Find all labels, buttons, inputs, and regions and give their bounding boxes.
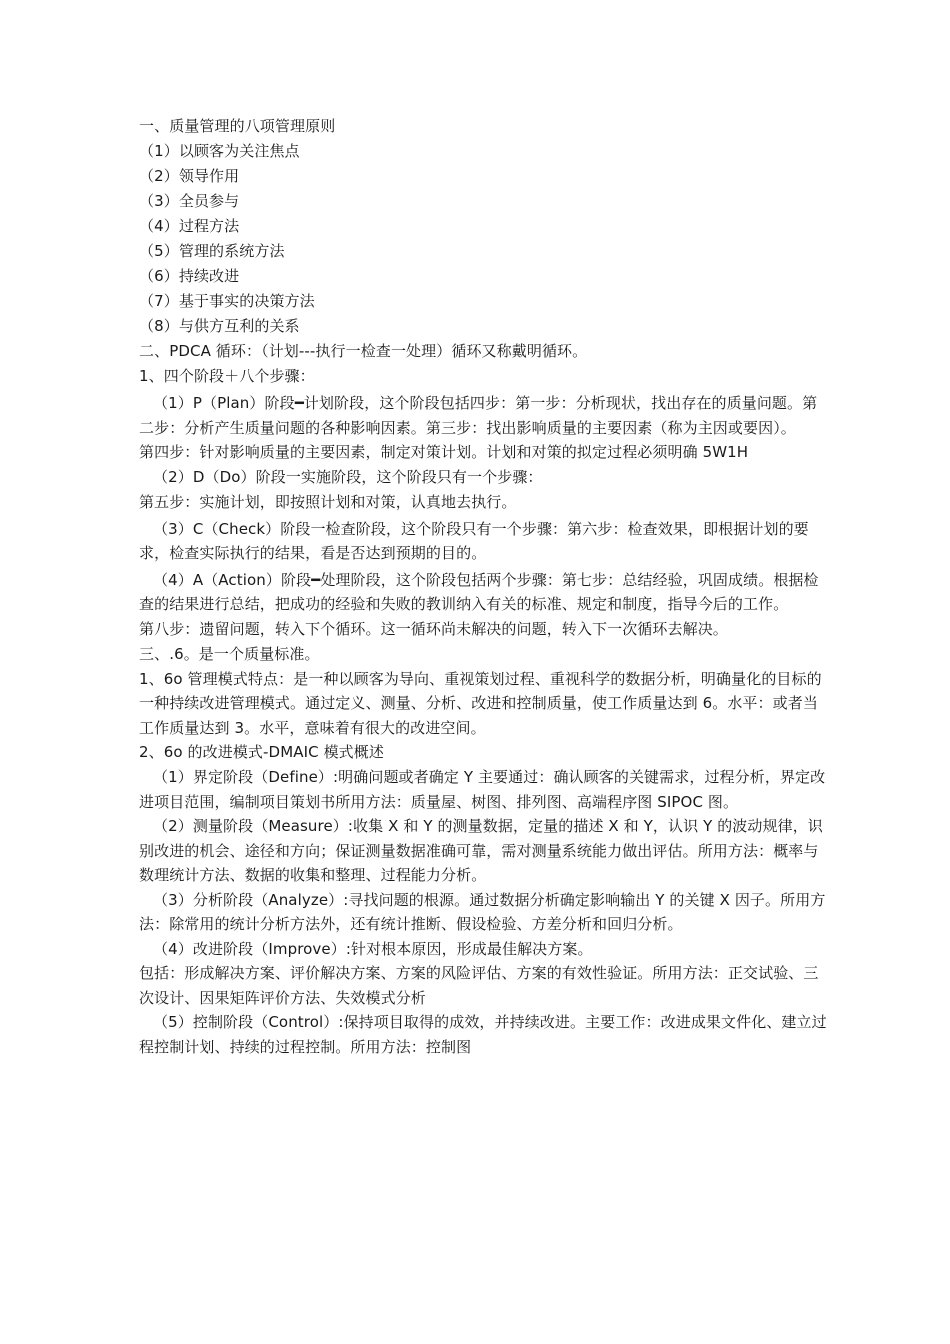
principle-item: （2）领导作用 [139,167,240,185]
section3-heading: 三、.6。是一个质量标准。 [139,644,320,663]
six-sigma-features-paragraph: 1、6o 管理模式特点：是一种以顾客为导向、重视策划过程、重视科学的数据分析，明确量化的目标的一种持续改进管理模式。通过定义、测量、分析、改进和控制质量，使工作质量达到 6。水平：或者当工作质量达到 3。水平，意味着有很大的改进空间。 [139,669,822,737]
principle-item: （8）与供方互利的关系 [139,317,300,335]
document-body [139,114,829,1059]
principle-item: （7）基于事实的决策方法 [139,292,315,310]
pdca-do-paragraph: （2）D（Do）阶段一实施阶段，这个阶段只有一个步骤： [153,468,543,486]
dmaic-control-paragraph: （5）控制阶段（Control）:保持项目取得的成效，并持续改进。主要工作：改进成果文件化、建立过程控制计划、持续的过程控制。所用方法：控制图 [139,1013,827,1056]
dmaic-improve-detail: 包括：形成解决方案、评价解决方案、方案的风险评估、方案的有效性验证。所用方法：正交试验、三次设计、因果矩阵评价方法、失效模式分析 [139,964,819,1007]
principle-item: （6）持续改进 [139,267,240,285]
dmaic-improve-paragraph: （4）改进阶段（Improve）:针对根本原因，形成最佳解决方案。 [153,939,593,958]
dmaic-define-paragraph: （1）界定阶段（Define）:明确问题或者确定 Y 主要通过：确认顾客的关键需求，过程分析，界定改进项目范围，编制项目策划书所用方法：质量屋、树图、排列图、高端程序图 SIPOC 图。 [139,768,826,811]
dmaic-measure-paragraph: （2）测量阶段（Measure）:收集 X 和 Y 的测量数据，定量的描述 X 和 Y，认识 Y 的波动规律，识别改进的机会、途径和方向；保证测量数据准确可靠，需对测量系统能力做出评估。所用方法：概率与数理统计方法、数据的收集和整理、过程能力分析。 [139,817,823,884]
pdca-step5: 第五步：实施计划，即按照计划和对策，认真地去执行。 [139,492,517,511]
pdca-step8: 第八步：遗留问题，转入下个循环。这一循环尚未解决的问题，转入下一次循环去解决。 [139,619,728,638]
dmaic-subheading: 2、6o 的改进模式-DMAIC 模式概述 [139,743,384,761]
pdca-step4: 第四步：针对影响质量的主要因素，制定对策计划。计划和对策的拟定过程必须明确 5W1H [139,443,749,461]
principle-item: （5）管理的系统方法 [139,242,285,260]
pdca-subheading: 1、四个阶段＋八个步骤： [139,367,315,385]
principle-item: （4）过程方法 [139,217,240,235]
section2-heading: 二、PDCA 循环：（计划---执行一检查一处理）循环又称戴明循环。 [139,342,588,360]
pdca-check-paragraph: （3）C（Check）阶段一检查阶段，这个阶段只有一个步骤：第六步：检查效果，即根据计划的要求，检查实际执行的结果，看是否达到预期的目的。 [139,519,809,562]
pdca-action-paragraph: （4）A（Action）阶段━处理阶段，这个阶段包括两个步骤：第七步：总结经验，巩固成绩。根据检查的结果进行总结，把成功的经验和失败的教训纳入有关的标准、规定和制度，指导今后的工作。 [139,570,819,613]
principle-item: （1）以顾客为关注焦点 [139,142,300,160]
pdca-plan-paragraph: （1）P（Plan）阶段━计划阶段，这个阶段包括四步：第一步：分析现状，找出存在的质量问题。第二步：分析产生质量问题的各种影响因素。第三步：找出影响质量的主要因素（称为主因或要因）。 [139,394,818,437]
section1-heading: 一、质量管理的八项管理原则 [139,117,336,135]
dmaic-analyze-paragraph: （3）分析阶段（Analyze）:寻找问题的根源。通过数据分析确定影响输出 Y 的关键 X 因子。所用方法：除常用的统计分析方法外，还有统计推断、假设检验、方差分析和回归分析。 [139,890,826,933]
principle-item: （3）全员参与 [139,192,240,210]
